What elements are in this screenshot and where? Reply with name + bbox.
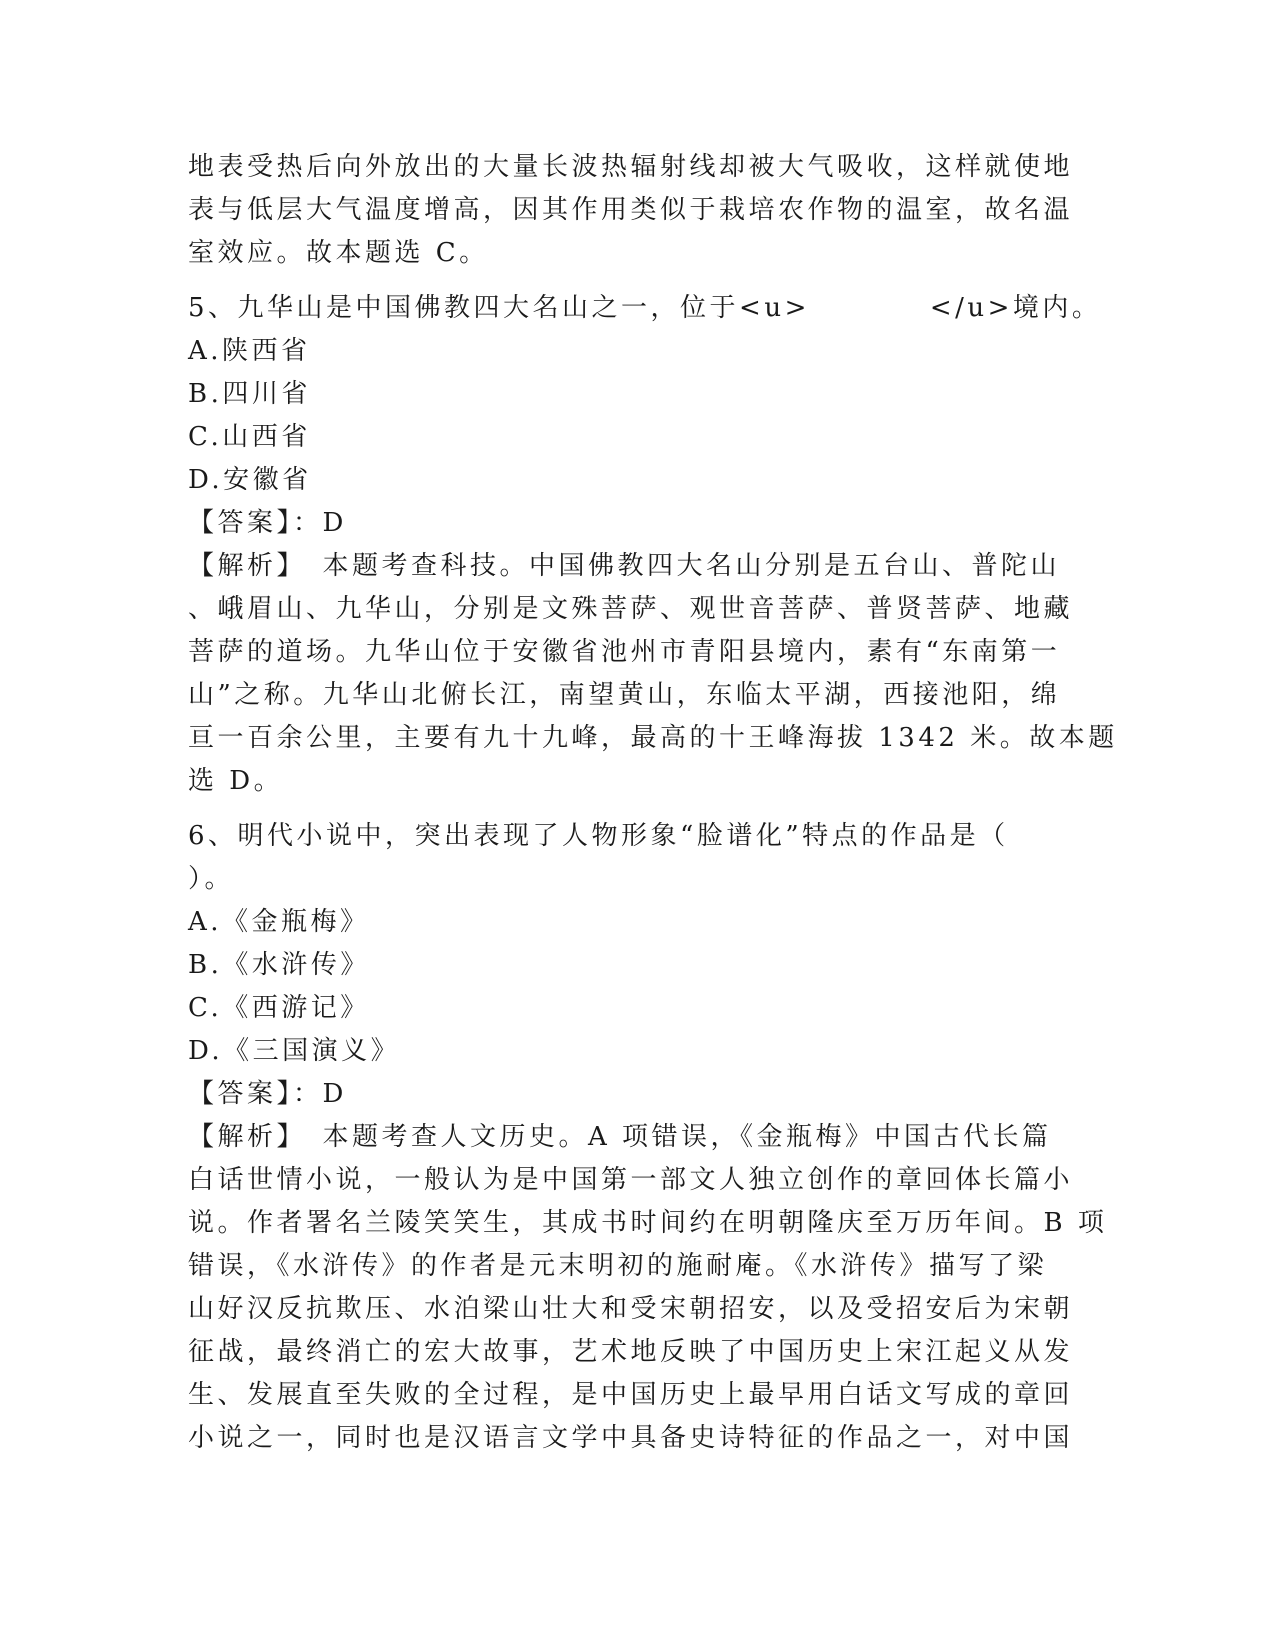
document-page [188,146,1118,1460]
question-5-option-c: C.山西省 [188,422,311,452]
question-5-analysis-line: 亘一百余公里，主要有九十九峰，最高的十王峰海拔 1342 米。故本题 [188,723,1118,753]
question-6-analysis-line: 生、发展直至失败的全过程，是中国历史上最早用白话文写成的章回 [188,1380,1074,1410]
question-5-analysis-line: 【解析】 本题考查科技。中国佛教四大名山分别是五台山、普陀山 [188,551,1061,581]
question-6-answer: 【答案】：D [188,1079,347,1109]
question-6-analysis-line: 小说之一，同时也是汉语言文学中具备史诗特征的作品之一，对中国 [188,1423,1074,1453]
question-6 [188,815,1108,1460]
question-6-analysis-line: 【解析】 本题考查人文历史。A 项错误，《金瓶梅》中国古代长篇 [188,1122,1052,1152]
question-6-analysis-line: 山好汉反抗欺压、水泊梁山壮大和受宋朝招安，以及受招安后为宋朝 [188,1294,1074,1324]
intro-line: 表与低层大气温度增高，因其作用类似于栽培农作物的温室，故名温 [188,195,1074,225]
spacer [188,275,1088,287]
intro-paragraph [188,146,1088,275]
question-5-stem-after: </u>境内。 [929,293,1102,323]
question-5-analysis-line: 选 D。 [188,766,284,796]
question-6-analysis-line: 白话世情小说，一般认为是中国第一部文人独立创作的章回体长篇小 [188,1165,1074,1195]
question-5-analysis-line: 山”之称。九华山北俯长江，南望黄山，东临太平湖，西接池阳，绵 [188,680,1061,710]
question-6-analysis-line: 错误，《水浒传》的作者是元末明初的施耐庵。《水浒传》描写了梁 [188,1251,1048,1281]
intro-line: 地表受热后向外放出的大量长波热辐射线却被大气吸收，这样就使地 [188,152,1074,182]
question-5-stem-before: 5、九华山是中国佛教四大名山之一，位于<u> [188,293,810,323]
question-5 [188,287,1118,803]
question-5-analysis-line: 、峨眉山、九华山，分别是文殊菩萨、观世音菩萨、普贤菩萨、地藏 [188,594,1074,624]
question-6-analysis-line: 说。作者署名兰陵笑笑生，其成书时间约在明朝隆庆至万历年间。B 项 [188,1208,1108,1238]
question-6-stem-line: 6、明代小说中，突出表现了人物形象“脸谱化”特点的作品是（ [188,821,1009,851]
question-6-option-b: B.《水浒传》 [188,950,370,980]
question-5-stem [188,287,1102,330]
question-6-option-c: C.《西游记》 [188,993,370,1023]
question-5-option-d: D.安徽省 [188,465,312,495]
spacer [188,803,1088,815]
question-5-option-a: A.陕西省 [188,336,311,366]
question-6-stem-line: ）。 [188,864,235,894]
question-5-option-b: B.四川省 [188,379,311,409]
question-6-analysis-line: 征战，最终消亡的宏大故事，艺术地反映了中国历史上宋江起义从发 [188,1337,1074,1367]
question-6-option-a: A.《金瓶梅》 [188,907,370,937]
intro-line: 室效应。故本题选 C。 [188,238,489,268]
question-5-answer: 【答案】：D [188,508,347,538]
question-5-analysis-line: 菩萨的道场。九华山位于安徽省池州市青阳县境内，素有“东南第一 [188,637,1061,667]
question-6-option-d: D.《三国演义》 [188,1036,401,1066]
